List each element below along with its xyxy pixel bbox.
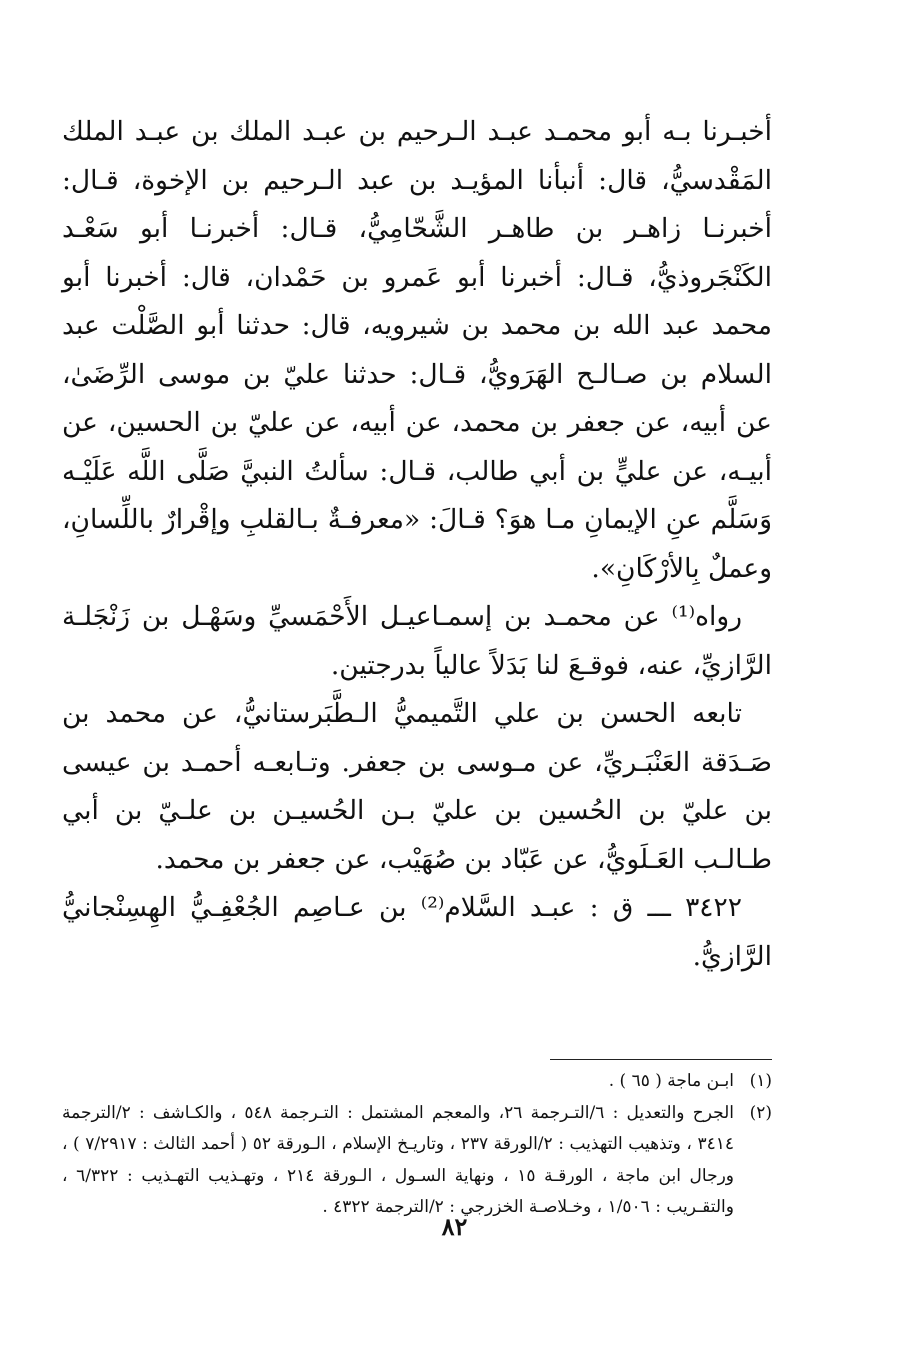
main-text [62, 108, 772, 981]
footnotes [62, 1066, 772, 1224]
footnote-separator [550, 1059, 772, 1060]
footnote-1 [62, 1066, 772, 1098]
footnote-text: ابـن ماجة ( ٦٥ ) . [608, 1071, 734, 1091]
paragraph-riwayah: رواه⁽¹⁾ عن محمـد بن إسمـاعيـل الأَحْمَسيِّ وسَهْـل بن زَنْجَلـة الرَّازيِّ، عنه، فوقـعَ لنا بَدَلاً عالياً بدرجتين. [62, 601, 772, 681]
paragraph-entry-3422: ٣٤٢٢ ـــ ق : عبـد السَّلام⁽²⁾ بن عـاصِم الجُعْفِـيُّ الهِسِنْجانيُّ الرَّازيُّ. [62, 892, 772, 972]
paragraph-mutabaah: تابعه الحسن بن علي التَّميميُّ الـطَّبَرستانيُّ، عن محمد بن صَـدَقة العَنْبَـريِّ، عن مـوسى بن جعفر. وتـابعـه أحمـد بن عيسى بن عليّ بن الحُسين بن عليّ بـن الحُسيـن بن علـيّ بن أبي طـالـب العَـلَويُّ، عن عَبّاد بن صُهَيْب، عن جعفر بن محمد. [62, 698, 772, 875]
paragraph-hadith: أخبـرنا بـه أبو محمـد عبـد الـرحيم بن عبـد الملك بن عبـد الملك المَقْدسيُّ، قال: أنبأنا المؤيـد بن عبد الـرحيم بن الإخوة، قـال: أخبرنـا زاهـر بن طاهـر الشَّحّامِيُّ، قـال: أخبرنـا أبو سَعْـد الكَنْجَروذيُّ، قـال: أخبرنا أبو عَمرو بن حَمْدان، قال: أخبرنا أبو محمد عبد الله بن محمد بن شيرويه، قال: حدثنا أبو الصَّلْت عبد السلام بن صـالـح الهَرَويُّ، قـال: حدثنا عليّ بن موسى الرِّضَىٰ، عن أبيه، عن جعفر بن محمد، عن أبيه، عن عليّ بن الحسين، عن أبيـه، عن عليٍّ بن أبي طالب، قـال: سألتُ النبيَّ صَلَّى اللَّه عَلَيْـه وَسَلَّم عنِ الإيمانِ مـا هوَ؟ قـالَ: «معرفـةٌ بـالقلبِ وإقْرارٌ باللِّسانِ، وعملٌ بِالأرْكَانِ». [62, 116, 772, 584]
footnote-text: الجرح والتعديل : ٦/التـرجمة ٢٦، والمعجم المشتمل : التـرجمة ٥٤٨ ، والكـاشف : ٢/الترجمة ٣٤١٤ ، وتذهيب التهذيب : ٢/الورقة ٢٣٧ ، وتاريـخ الإسلام ، الـورقة ٥٢ ( أحمد الثالث : ٧/٢٩١٧ ) ، ورجال ابن ماجة ، الورقـة ١٥ ، ونهاية السـول ، الـورقة ٢١٤ ، وتهـذيب التهـذيب : ٦/٣٢٢ ، والتقـريب : ١/٥٠٦ ، وخـلاصـة الخزرجي : ٢/الترجمة ٤٣٢٢ . [62, 1102, 735, 1217]
book-page [62, 108, 772, 1217]
footnote-2 [62, 1098, 772, 1224]
footnote-number: (١) [749, 1071, 772, 1091]
footnote-number: (٢) [749, 1102, 772, 1123]
page-number: ٨٢ [441, 1212, 468, 1241]
